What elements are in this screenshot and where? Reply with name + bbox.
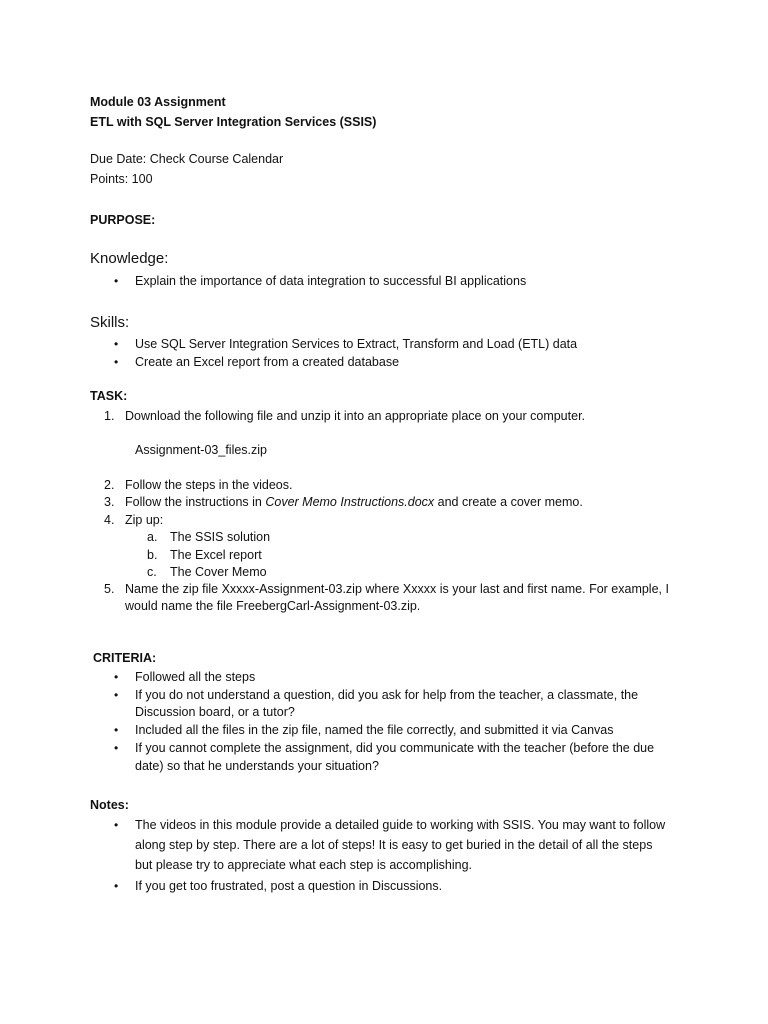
bullet-icon: •: [114, 670, 119, 684]
criteria-item-line2: date) so that he understands your situation?: [135, 759, 379, 773]
bullet-icon: •: [114, 274, 119, 288]
criteria-heading: CRITERIA:: [93, 651, 157, 665]
zip-file-name: Assignment-03_files.zip: [135, 443, 268, 457]
notes-item-line2: along step by step. There are a lot of steps! It is easy to get buried in the detail of all the steps: [135, 838, 653, 852]
task-step-3: [125, 494, 583, 510]
knowledge-item: Explain the importance of data integration to successful BI applications: [135, 274, 527, 288]
zip-subitem: The SSIS solution: [170, 530, 271, 544]
bullet-icon: •: [114, 688, 119, 702]
notes-item-line1: The videos in this module provide a detailed guide to working with SSIS. You may want to follow: [135, 818, 666, 832]
criteria-item: Followed all the steps: [135, 670, 256, 684]
criteria-item-line2: Discussion board, or a tutor?: [135, 705, 295, 719]
step-number: 4.: [104, 513, 115, 527]
skills-item: Create an Excel report from a created database: [135, 355, 400, 369]
task-step-5-line1: Name the zip file Xxxxx-Assignment-03.zip where Xxxxx is your last and first name. For example, I: [125, 582, 669, 596]
due-date: Due Date: Check Course Calendar: [90, 152, 284, 166]
notes-heading: Notes:: [90, 798, 129, 812]
bullet-icon: •: [114, 723, 119, 737]
task-step-2: Follow the steps in the videos.: [125, 478, 293, 492]
criteria-item-line1: If you cannot complete the assignment, did you communicate with the teacher (before the due: [135, 741, 655, 755]
task-step-4: Zip up:: [125, 513, 164, 527]
notes-item-line3: but please try to appreciate what each step is accomplishing.: [135, 858, 472, 872]
step-number: 2.: [104, 478, 115, 492]
points: Points: 100: [90, 172, 153, 186]
criteria-item: Included all the files in the zip file, named the file correctly, and submitted it via Canvas: [135, 723, 614, 737]
step-number: 5.: [104, 582, 115, 596]
criteria-item-line1: If you do not understand a question, did you ask for help from the teacher, a classmate, the: [135, 688, 639, 702]
zip-subitem: The Cover Memo: [170, 565, 267, 579]
knowledge-heading: Knowledge:: [90, 250, 169, 267]
task-step-3-text-end: and create a cover memo.: [434, 495, 583, 509]
sub-letter: c.: [147, 565, 157, 579]
step-number: 3.: [104, 495, 115, 509]
skills-heading: Skills:: [90, 314, 130, 331]
notes-item: If you get too frustrated, post a question in Discussions.: [135, 879, 443, 893]
document-subtitle: ETL with SQL Server Integration Services (SSIS): [90, 115, 377, 129]
skills-item: Use SQL Server Integration Services to Extract, Transform and Load (ETL) data: [135, 337, 578, 351]
bullet-icon: •: [114, 879, 119, 893]
sub-letter: b.: [147, 548, 158, 562]
zip-subitem: The Excel report: [170, 548, 262, 562]
bullet-icon: •: [114, 355, 119, 369]
task-step-5-line2: would name the file FreebergCarl-Assignment-03.zip.: [125, 599, 421, 613]
sub-letter: a.: [147, 530, 158, 544]
step-number: 1.: [104, 409, 115, 423]
bullet-icon: •: [114, 741, 119, 755]
bullet-icon: •: [114, 818, 119, 832]
bullet-icon: •: [114, 337, 119, 351]
document-title: Module 03 Assignment: [90, 95, 226, 109]
cover-memo-doc-name: Cover Memo Instructions.docx: [265, 495, 435, 509]
purpose-label: PURPOSE:: [90, 213, 156, 227]
task-step-1: Download the following file and unzip it into an appropriate place on your computer.: [125, 409, 586, 423]
task-heading: TASK:: [90, 389, 128, 403]
task-step-3-text: Follow the instructions in: [125, 495, 266, 509]
